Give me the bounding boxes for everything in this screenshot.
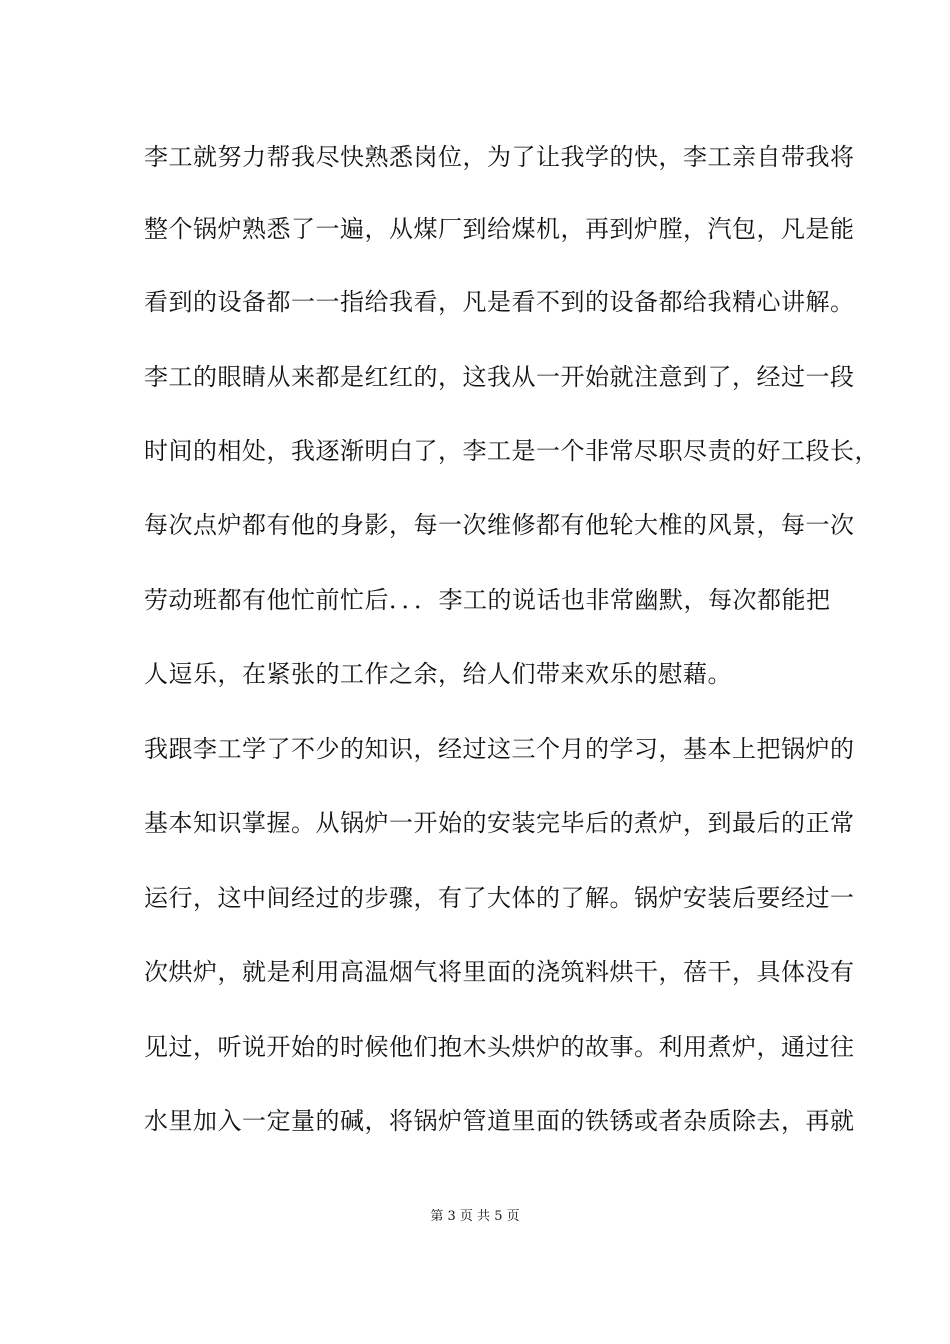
- text-line: 水里加入一定量的碱，将锅炉管道里面的铁锈或者杂质除去，再就: [144, 1107, 855, 1135]
- text-line: 每次点炉都有他的身影，每一次维修都有他轮大椎的风景，每一次: [144, 511, 855, 539]
- text-line: 时间的相处，我逐渐明白了，李工是一个非常尽职尽责的好工段长，: [144, 437, 879, 465]
- text-line: 运行，这中间经过的步骤，有了大体的了解。锅炉安装后要经过一: [144, 884, 855, 912]
- text-line: 劳动班都有他忙前忙后．．．李工的说话也非常幽默，每次都能把: [144, 586, 831, 614]
- text-line: 人逗乐，在紧张的工作之余，给人们带来欢乐的慰藉。: [144, 660, 732, 688]
- text-line: 整个锅炉熟悉了一遍，从煤厂到给煤机，再到炉膛，汽包，凡是能: [144, 215, 855, 243]
- text-line: 次烘炉，就是利用高温烟气将里面的浇筑料烘干，蓓干，具体没有: [144, 958, 855, 986]
- text-line: 李工的眼睛从来都是红红的，这我从一开始就注意到了，经过一段: [144, 363, 855, 391]
- page-number-footer: 第 3 页 共 5 页: [430, 1209, 520, 1224]
- text-line: 看到的设备都一一指给我看，凡是看不到的设备都给我精心讲解。: [144, 288, 855, 316]
- text-line: 见过，听说开始的时候他们抱木头烘炉的故事。利用煮炉，通过往: [144, 1033, 855, 1061]
- text-line: 基本知识掌握。从锅炉一开始的安装完毕后的煮炉，到最后的正常: [144, 809, 855, 837]
- text-line: 李工就努力帮我尽快熟悉岗位，为了让我学的快，李工亲自带我将: [144, 143, 855, 171]
- text-line: 我跟李工学了不少的知识，经过这三个月的学习，基本上把锅炉的: [144, 735, 855, 763]
